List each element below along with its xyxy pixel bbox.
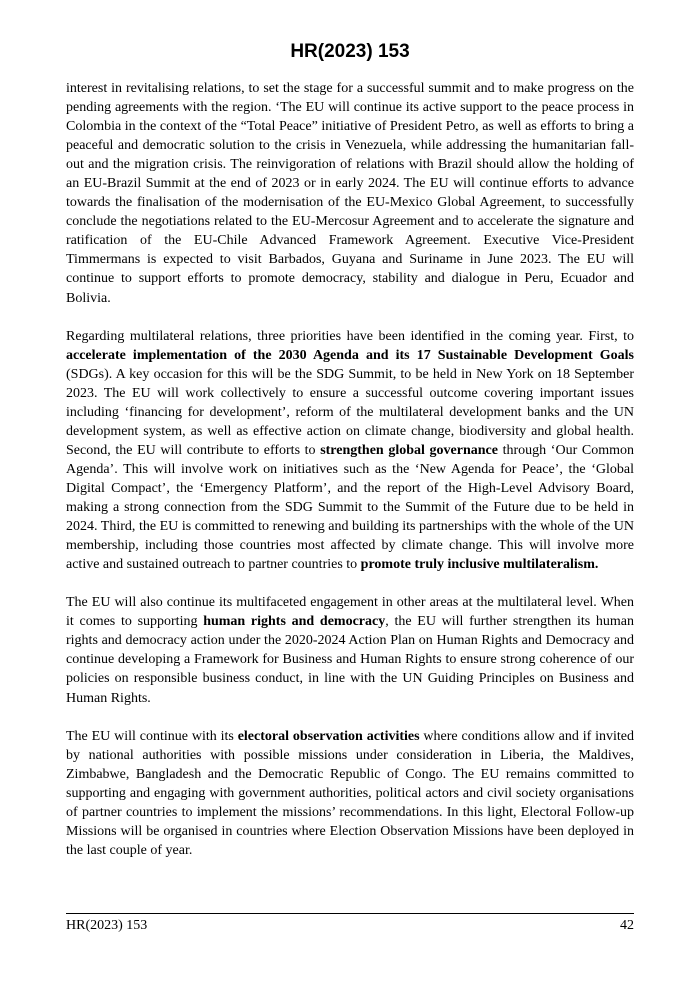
paragraph-multilateral-relations (66, 327, 634, 575)
paragraph-text: The EU will continue with its (66, 728, 238, 744)
page-header-title: HR(2023) 153 (290, 41, 410, 62)
paragraph-text: through ‘Our Common Agenda’. This will involve work on initiatives such as the ‘New Agenda for Peace’, the ‘Global Digital Compact’, the ‘Emergency Platform’, and the report of the High-Level Advisory Board, making a strong connection from the SDG Summit to the Summit of the Future due to be held in 2024. Third, the EU is committed to renewing and building its partnerships with the whole of the UN membership, including those countries most affected by climate change. This will involve more active and sustained outreach to partner countries to (66, 442, 634, 573)
paragraph-text: where conditions allow and if invited by national authorities with possible missions under consideration in Liberia, the Maldives, Zimbabwe, Bangladesh and the Democratic Republic of Congo. The EU remains committed to supporting and engaging with government authorities, political actors and civil society organisations of partner countries to implement the missions’ recommendations. In this light, Electoral Follow-up Missions will be organised in countries where Election Observation Missions have been deployed in the last couple of year. (66, 728, 635, 858)
paragraph-text: (SDGs). A key occasion for this will be the SDG Summit, to be held in New York on 18 September 2023. The EU will work collectively to ensure a successful outcome covering important issues including ‘financing for development’, reform of the multilateral development banks and the UN development system, as well as effective action on climate change, biodiversity and global health. Second, the EU will contribute to efforts to (66, 366, 634, 458)
paragraph-text: Regarding multilateral relations, three priorities have been identified in the coming year. First, to (66, 328, 634, 344)
emphasis-text: electoral observation activities (237, 728, 420, 744)
paragraph-text: , the EU will further strengthen its human rights and democracy action under the 2020-2024 Action Plan on Human Rights and Democracy and continue developing a Framework for Business and Human Rights to ensure strong coherence of our policies on responsible business conduct, in line with the UN Guiding Principles on Business and Human Rights. (66, 614, 635, 706)
page-number: 42 (620, 918, 634, 933)
emphasis-text: promote truly inclusive multilateralism. (360, 557, 599, 573)
footer-reference: HR(2023) 153 (66, 918, 148, 933)
emphasis-text: strengthen global governance (320, 442, 498, 458)
paragraph-latin-america (66, 79, 634, 308)
footer-divider (66, 913, 634, 914)
emphasis-text: human rights and democracy (203, 614, 386, 630)
emphasis-text: accelerate implementation of the 2030 Agenda and its 17 Sustainable Development Goals (66, 347, 634, 363)
paragraph-human-rights (66, 593, 634, 707)
paragraph-text: interest in revitalising relations, to set the stage for a successful summit and to make progress on the pending agreements with the region. ‘The EU will continue its active support to the peace process in Colombia in the context of the “Total Peace” initiative of President Petro, as well as efforts to bring a peaceful and democratic solution to the crisis in Venezuela, while addressing the humanitarian fall-out and the migration crisis. The reinvigoration of relations with Brazil should allow the holding of an EU-Brazil Summit at the end of 2023 or in early 2024. The EU will continue efforts to advance towards the finalisation of the modernisation of the EU-Mexico Global Agreement, to successfully conclude the negotiations related to the EU-Mercosur Agreement and to accelerate the signature and ratification of the EU-Chile Advanced Framework Agreement. Executive Vice-President Timmermans is expected to visit Barbados, Guyana and Suriname in June 2023. The EU will continue to support efforts to promote democracy, stability and dialogue in Peru, Ecuador and Bolivia. (66, 81, 634, 306)
paragraph-text: The EU will also continue its multifaceted engagement in other areas at the multilateral level. When it comes to supporting (66, 595, 634, 630)
paragraph-electoral-observation (66, 727, 634, 860)
document-body (66, 79, 634, 879)
